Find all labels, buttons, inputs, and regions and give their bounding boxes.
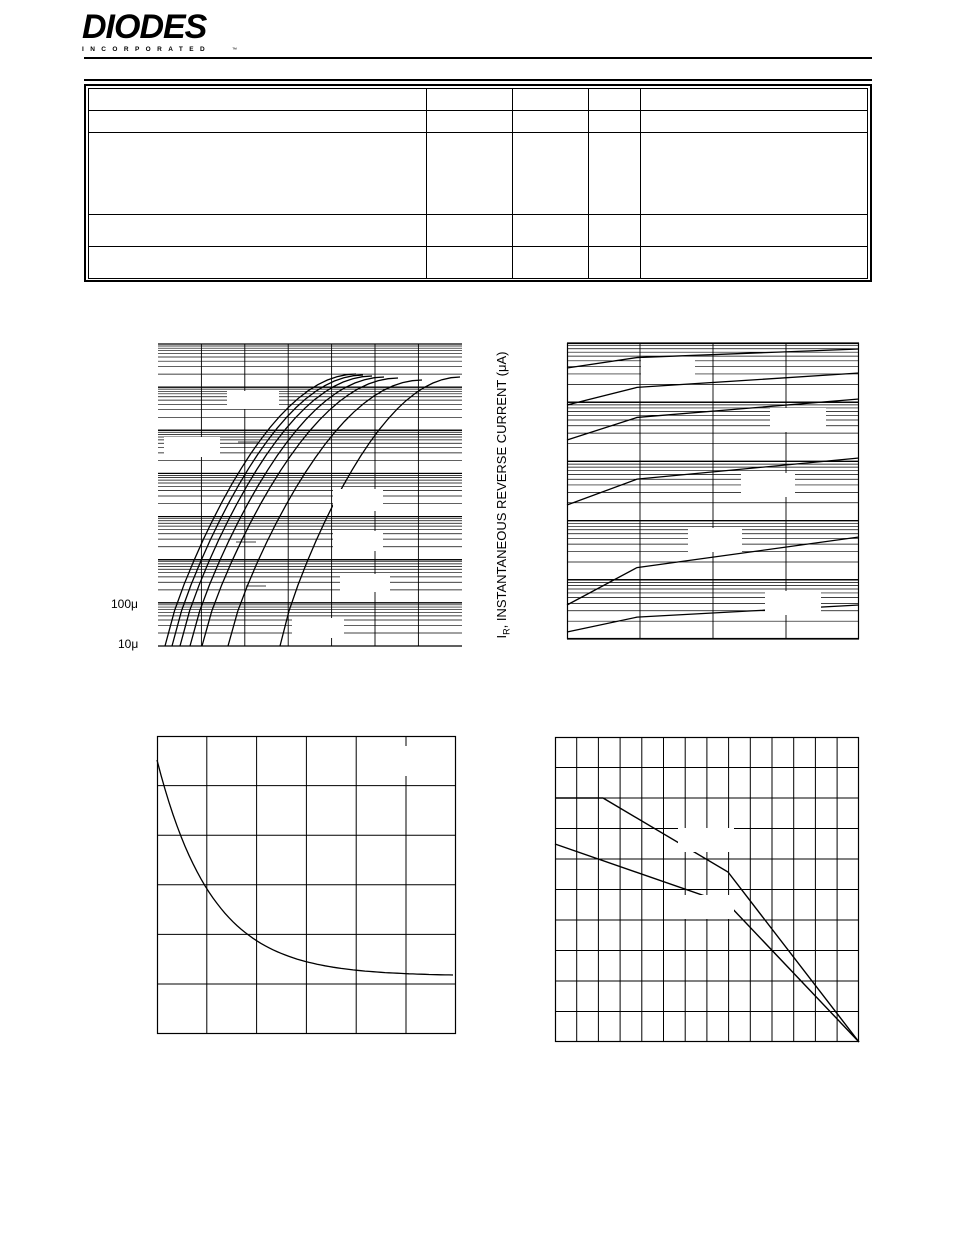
header-rule [84, 57, 872, 59]
spec-table-cell [89, 89, 427, 111]
spec-table-cell [513, 111, 589, 133]
spec-table-cell [89, 215, 427, 247]
label-box [770, 408, 826, 432]
spec-table-row [89, 89, 868, 111]
spec-table-cell [589, 247, 641, 279]
spec-table-cell [589, 111, 641, 133]
label-box [765, 591, 821, 615]
logo-trademark: ™ [232, 47, 237, 53]
spec-table-row [89, 247, 868, 279]
label-box [292, 618, 344, 638]
capacitance-curve [157, 760, 453, 975]
spec-table-cell [641, 133, 868, 215]
logo-wordmark: DIODES [82, 8, 207, 46]
label-box [333, 489, 383, 511]
label-box [641, 358, 695, 380]
forward-curve-5 [202, 378, 398, 646]
label-box [688, 528, 742, 552]
spec-table-cell [89, 111, 427, 133]
label-box [741, 473, 795, 497]
label-box [678, 828, 734, 852]
spec-table-cell [89, 133, 427, 215]
capacitance-chart [157, 736, 456, 1034]
label-box [164, 437, 220, 457]
forward-characteristics-chart [158, 344, 462, 646]
reverse-current-ylabel: $I_R$, INSTANTANEOUS REVERSE CURRENT (μA) [494, 351, 512, 639]
spec-table-cell [427, 247, 513, 279]
forward-curve-1 [165, 374, 356, 646]
diodes-logo [80, 8, 250, 59]
label-box [678, 895, 734, 919]
spec-table-row [89, 133, 868, 215]
label-box [394, 746, 446, 776]
spec-table-cell [427, 215, 513, 247]
derating-chart [555, 737, 859, 1042]
spec-table-cell [513, 215, 589, 247]
spec-table-cell [589, 215, 641, 247]
spec-table-cell [589, 89, 641, 111]
fig1-ytick-10u: 10μ [118, 637, 139, 651]
spec-table-cell [427, 133, 513, 215]
spec-table-cell [641, 89, 868, 111]
spec-table-cell [513, 133, 589, 215]
reverse-current-chart [567, 343, 859, 639]
spec-table-cell [641, 247, 868, 279]
label-box [333, 531, 383, 551]
spec-table [84, 84, 872, 282]
spec-table-row [89, 111, 868, 133]
spec-table-cell [89, 247, 427, 279]
spec-table-row [89, 215, 868, 247]
spec-table-cell [589, 133, 641, 215]
logo-subtext: INCORPORATED [82, 46, 212, 53]
forward-curve-6 [228, 380, 422, 646]
spec-table-cell [641, 215, 868, 247]
fig1-ytick-100u: 100μ [111, 597, 138, 611]
section-rule [84, 79, 872, 81]
label-box [227, 391, 279, 409]
spec-table-body [89, 89, 868, 279]
spec-table-cell [513, 247, 589, 279]
label-box [340, 574, 390, 592]
spec-table-cell [641, 111, 868, 133]
spec-table-cell [513, 89, 589, 111]
spec-table-cell [427, 89, 513, 111]
spec-table-cell [427, 111, 513, 133]
